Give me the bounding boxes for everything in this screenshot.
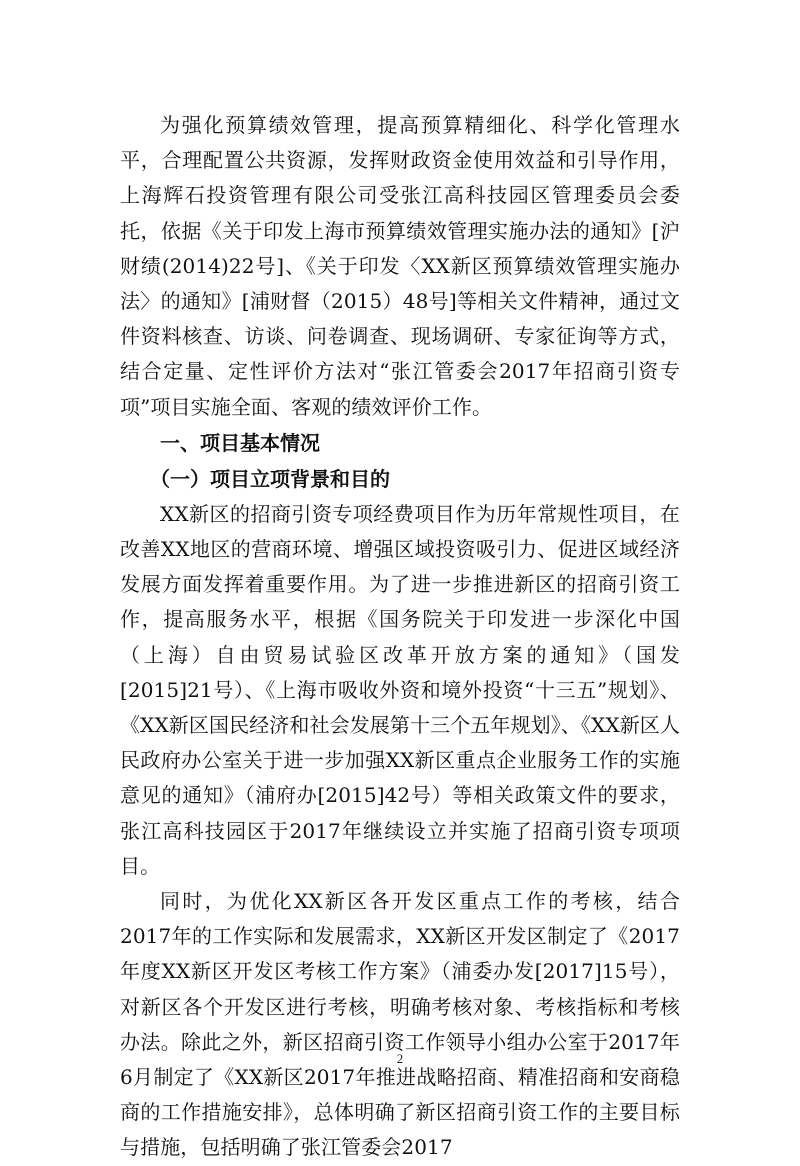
meanwhile-paragraph: 同时，为优化XX新区各开发区重点工作的考核，结合2017年的工作实际和发展需求，XX新区开发区制定了《2017年度XX新区开发区考核工作方案》（浦委办发[2017]15号），对新区各个开发区进行考核，明确考核对象、考核指标和考核办法。除此之外，新区招商引资工作领导小组办公室于2017年6月制定了《XX新区2017年推进战略招商、精准招商和安商稳商的工作措施安排》，总体明确了新区招商引资工作的主要目标与措施，包括明确了张江管委会2017	[120, 889, 680, 1160]
document-page	[120, 108, 680, 1166]
background-paragraph: XX新区的招商引资专项经费项目作为历年常规性项目，在改善XX地区的营商环境、增强区域投资吸引力、促进区域经济发展方面发挥着重要作用。为了进一步推进新区的招商引资工作，提高服务水平，根据《国务院关于印发进一步深化中国（上海）自由贸易试验区改革开放方案的通知》（国发[2015]21号）、《上海市吸收外资和境外投资“十三五”规划》、《XX新区国民经济和社会发展第十三个五年规划》、《XX新区人民政府办公室关于进一步加强XX新区重点企业服务工作的实施意见的通知》（浦府办[2015]42号）等相关政策文件的要求，张江高科技园区于2017年继续设立并实施了招商引资专项项目。	[120, 501, 680, 878]
intro-paragraph: 为强化预算绩效管理，提高预算精细化、科学化管理水平，合理配置公共资源，发挥财政资金使用效益和引导作用，上海辉石投资管理有限公司受张江高科技园区管理委员会委托，依据《关于印发上海市预算绩效管理实施办法的通知》[沪财绩(2014)22号]、《关于印发〈XX新区预算绩效管理实施办法〉的通知》[浦财督（2015）48号]等相关文件精神，通过文件资料核查、访谈、问卷调查、现场调研、专家征询等方式，结合定量、定性评价方法对“张江管委会2017年招商引资专项”项目实施全面、客观的绩效评价工作。	[120, 113, 680, 419]
subsection-heading: （一）项目立项背景和目的	[150, 466, 390, 491]
section-heading: 一、项目基本情况	[160, 430, 320, 455]
page-number: 2	[396, 1051, 404, 1066]
